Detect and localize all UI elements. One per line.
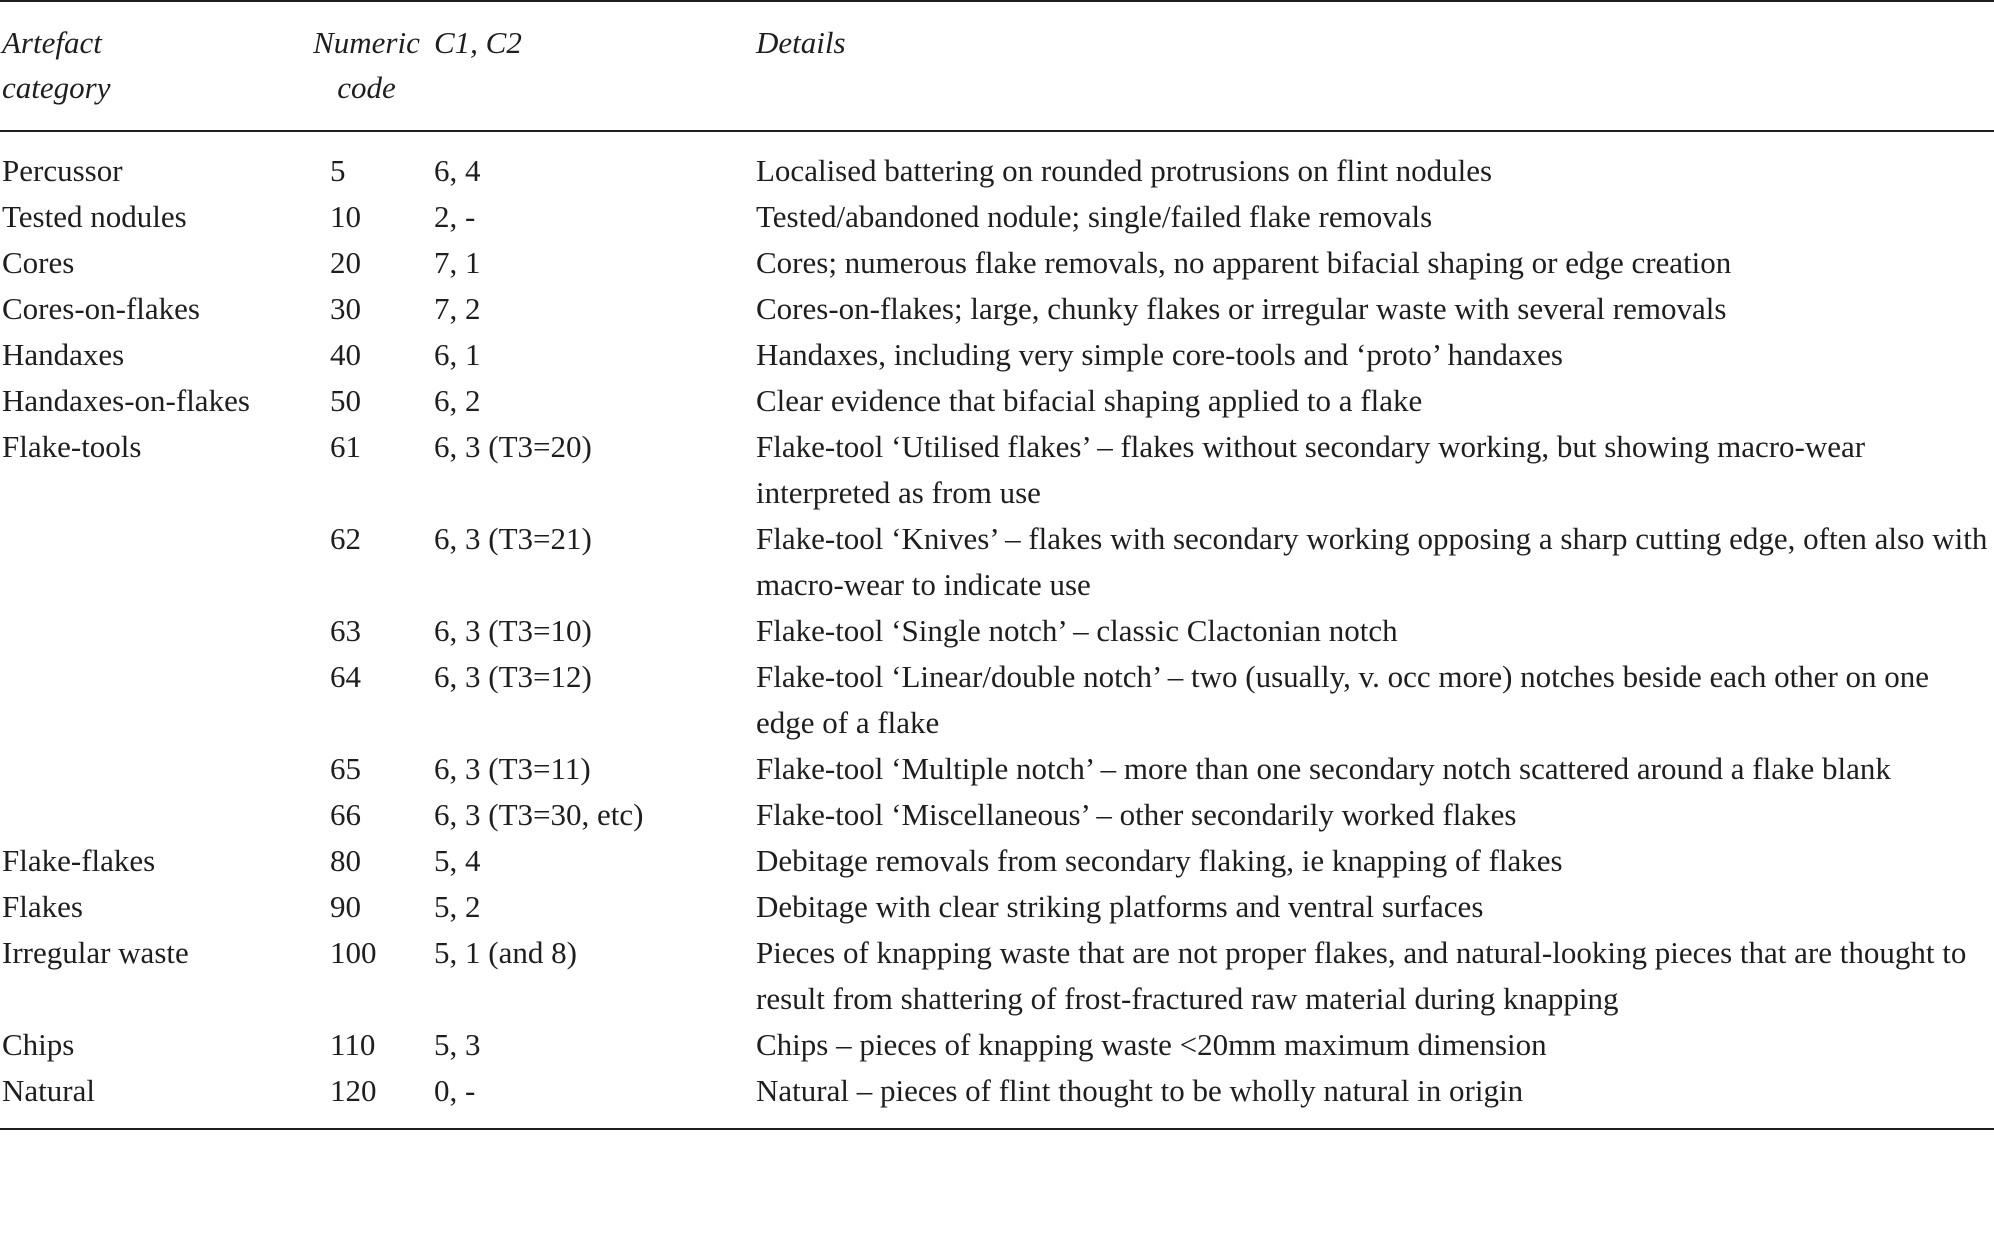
cell-details: Debitage with clear striking platforms and ventral surfaces <box>756 889 1484 924</box>
table-row <box>0 286 1994 332</box>
table-row <box>0 1022 1994 1068</box>
cell-category: Handaxes-on-flakes <box>2 383 250 418</box>
cell-category: Tested nodules <box>2 199 187 234</box>
cell-c1c2: 6, 2 <box>434 383 481 418</box>
cell-category: Flake-tools <box>2 429 142 464</box>
cell-code: 61 <box>330 429 361 464</box>
cell-c1c2: 6, 3 (T3=10) <box>434 613 592 648</box>
table-row <box>0 1068 1994 1114</box>
table-row <box>0 240 1994 286</box>
table-row <box>0 424 1994 516</box>
header-category-line1: Artefact <box>2 25 102 60</box>
cell-c1c2: 6, 3 (T3=21) <box>434 521 592 556</box>
cell-c1c2: 7, 1 <box>434 245 481 280</box>
table-bottom-rule <box>0 1114 1994 1129</box>
header-artefact-category <box>0 1 300 131</box>
cell-category <box>0 608 300 654</box>
table-row <box>0 378 1994 424</box>
cell-code: 80 <box>330 843 361 878</box>
cell-c1c2: 7, 2 <box>434 291 481 326</box>
table-row <box>0 148 1994 194</box>
table-row <box>0 194 1994 240</box>
cell-category: Handaxes <box>2 337 125 372</box>
table-row <box>0 930 1994 1022</box>
table-row <box>0 332 1994 378</box>
cell-category: Natural <box>2 1073 95 1108</box>
cell-c1c2: 5, 1 (and 8) <box>434 935 577 970</box>
cell-details: Cores-on-flakes; large, chunky flakes or irregular waste with several removals <box>756 291 1727 326</box>
cell-category <box>0 516 300 608</box>
cell-details: Cores; numerous flake removals, no apparent bifacial shaping or edge creation <box>756 245 1732 280</box>
cell-details: Handaxes, including very simple core-tools and ‘proto’ handaxes <box>756 337 1563 372</box>
cell-details: Flake-tool ‘Miscellaneous’ – other secondarily worked flakes <box>756 797 1517 832</box>
cell-category: Cores <box>2 245 75 280</box>
cell-category <box>0 654 300 746</box>
cell-c1c2: 6, 3 (T3=11) <box>434 751 591 786</box>
cell-category <box>0 746 300 792</box>
cell-details: Chips – pieces of knapping waste <20mm maximum dimension <box>756 1027 1547 1062</box>
cell-category: Cores-on-flakes <box>2 291 200 326</box>
cell-code: 120 <box>330 1073 377 1108</box>
cell-code: 110 <box>330 1027 376 1062</box>
cell-category <box>0 792 300 838</box>
cell-category: Percussor <box>2 153 123 188</box>
table-row <box>0 608 1994 654</box>
cell-details: Clear evidence that bifacial shaping applied to a flake <box>756 383 1423 418</box>
cell-code: 40 <box>330 337 361 372</box>
cell-code: 66 <box>330 797 361 832</box>
header-details: Details <box>756 25 846 60</box>
header-code-line2: code <box>337 70 396 105</box>
cell-category: Flake-flakes <box>2 843 156 878</box>
header-category-line2: category <box>2 70 111 105</box>
cell-details: Natural – pieces of flint thought to be wholly natural in origin <box>756 1073 1524 1108</box>
table-row <box>0 654 1994 746</box>
cell-c1c2: 6, 4 <box>434 153 481 188</box>
table-row <box>0 516 1994 608</box>
cell-details: Localised battering on rounded protrusions on flint nodules <box>756 153 1493 188</box>
cell-details: Flake-tool ‘Linear/double notch’ – two (usually, v. occ more) notches beside each other on one edge of a flake <box>756 659 1930 740</box>
cell-c1c2: 6, 1 <box>434 337 481 372</box>
cell-code: 30 <box>330 291 361 326</box>
cell-c1c2: 5, 2 <box>434 889 481 924</box>
cell-code: 5 <box>330 153 346 188</box>
cell-details: Flake-tool ‘Multiple notch’ – more than one secondary notch scattered around a flake blank <box>756 751 1891 786</box>
table-row <box>0 884 1994 930</box>
cell-details: Debitage removals from secondary flaking, ie knapping of flakes <box>756 843 1563 878</box>
cell-category: Flakes <box>2 889 83 924</box>
cell-code: 63 <box>330 613 361 648</box>
header-c1-c2: C1, C2 <box>434 25 522 60</box>
spacer-row <box>0 131 1994 148</box>
cell-code: 10 <box>330 199 361 234</box>
cell-details: Tested/abandoned nodule; single/failed flake removals <box>756 199 1433 234</box>
cell-details: Flake-tool ‘Utilised flakes’ – flakes without secondary working, but showing macro-wear interpreted as from use <box>756 429 1866 510</box>
cell-details: Flake-tool ‘Knives’ – flakes with secondary working opposing a sharp cutting edge, often also with macro-wear to indicate use <box>756 521 1988 602</box>
cell-code: 90 <box>330 889 361 924</box>
header-numeric-code <box>300 1 434 131</box>
table-row <box>0 792 1994 838</box>
cell-code: 100 <box>330 935 377 970</box>
cell-details: Flake-tool ‘Single notch’ – classic Clactonian notch <box>756 613 1398 648</box>
cell-c1c2: 6, 3 (T3=30, etc) <box>434 797 644 832</box>
cell-c1c2: 6, 3 (T3=12) <box>434 659 592 694</box>
cell-c1c2: 5, 4 <box>434 843 481 878</box>
cell-code: 62 <box>330 521 361 556</box>
cell-category: Chips <box>2 1027 75 1062</box>
cell-c1c2: 2, - <box>434 199 476 234</box>
table-row <box>0 746 1994 792</box>
table-row <box>0 838 1994 884</box>
table-header-row <box>0 1 1994 131</box>
cell-c1c2: 5, 3 <box>434 1027 481 1062</box>
cell-details: Pieces of knapping waste that are not proper flakes, and natural-looking pieces that are thought to result from shattering of frost-fractured raw material during knapping <box>756 935 1967 1016</box>
cell-code: 50 <box>330 383 361 418</box>
cell-code: 65 <box>330 751 361 786</box>
cell-c1c2: 6, 3 (T3=20) <box>434 429 592 464</box>
cell-category: Irregular waste <box>2 935 189 970</box>
cell-code: 20 <box>330 245 361 280</box>
header-code-line1: Numeric <box>313 25 420 60</box>
cell-c1c2: 0, - <box>434 1073 476 1108</box>
cell-code: 64 <box>330 659 361 694</box>
